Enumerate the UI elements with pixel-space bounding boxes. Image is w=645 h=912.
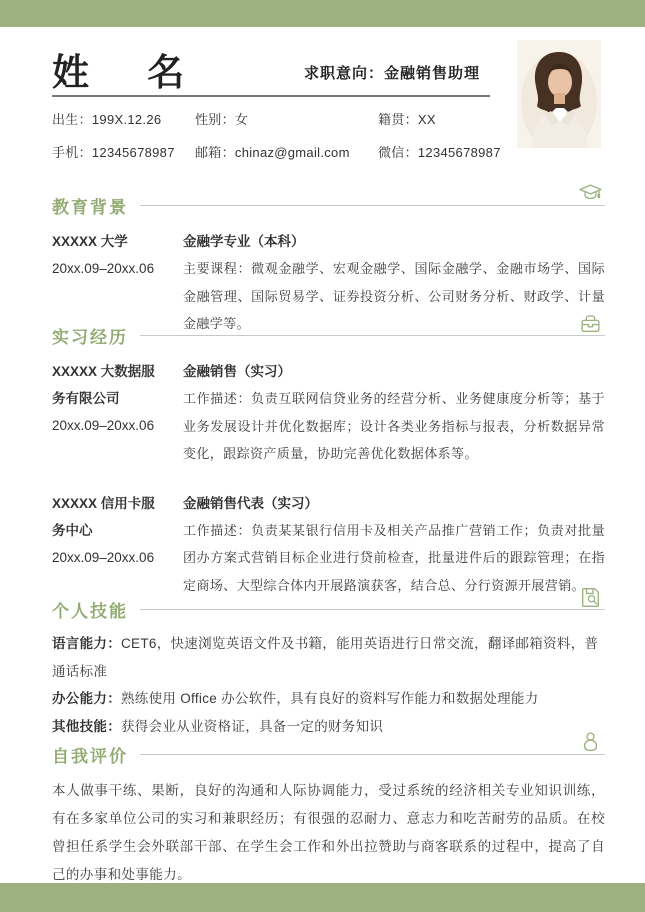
internship-entry — [52, 358, 605, 468]
section-evaluation — [52, 737, 605, 889]
info-field-origin: 籍贯：XX — [378, 112, 436, 127]
briefcase-icon — [578, 311, 603, 336]
job-intention: 求职意向：金融销售助理 — [304, 65, 481, 82]
skill-item-other — [52, 713, 605, 741]
evaluation-title: 自我评价 — [52, 746, 128, 766]
internship-entry-right — [183, 490, 605, 600]
major-title: 金融学专业（本科） — [183, 234, 305, 249]
internship-entry-left — [52, 490, 183, 600]
internship-title: 实习经历 — [52, 327, 128, 347]
evaluation-header — [52, 737, 605, 771]
education-date-range: 20xx.09–20xx.06 — [52, 261, 155, 276]
section-divider — [140, 335, 605, 336]
school-name: XXXXX 大学 — [52, 234, 128, 249]
company-name: XXXXX 大数据服务有限公司 — [52, 364, 155, 406]
section-divider — [140, 754, 605, 755]
internship-header — [52, 318, 605, 352]
section-skills — [52, 592, 605, 740]
skill-text: 熟练使用 Office 办公软件，具有良好的资料写作能力和数据处理能力 — [121, 691, 539, 706]
profile-photo — [517, 40, 601, 148]
courses-description: 主要课程：微观金融学、宏观金融学、国际金融学、金融市场学、国际金融管理、国际贸易学、证券投资分析、公司财务分析、财政学、计量金融学等。 — [183, 261, 605, 331]
skill-text: CET6，快速浏览英语文件及书籍，能用英语进行日常交流，翻译邮箱资料，普通话标准 — [52, 636, 599, 679]
section-divider — [140, 609, 605, 610]
skill-label: 语言能力： — [52, 636, 121, 651]
info-field-birth: 出生：199X.12.26 — [52, 112, 162, 127]
internship-entry-left — [52, 358, 183, 468]
contact-info-grid — [52, 109, 517, 161]
skill-label: 办公能力： — [52, 691, 121, 706]
info-field-phone: 手机：12345678987 — [52, 145, 175, 160]
skills-header — [52, 592, 605, 626]
section-divider — [140, 205, 605, 206]
internship-date-range: 20xx.09–20xx.06 — [52, 549, 155, 565]
info-field-email: 邮箱：chinaz@gmail.com — [195, 145, 350, 160]
candidate-name: 姓 名 — [52, 52, 188, 93]
section-education — [52, 188, 605, 338]
internship-entry — [52, 490, 605, 600]
education-title: 教育背景 — [52, 197, 128, 217]
graduation-cap-icon — [578, 181, 603, 206]
skill-label: 其他技能： — [52, 718, 121, 734]
skill-item-language — [52, 630, 605, 685]
skill-item-office — [52, 685, 605, 713]
internship-date-range: 20xx.09–20xx.06 — [52, 418, 155, 433]
section-internship — [52, 318, 605, 599]
header-divider — [52, 95, 490, 97]
skill-text: 获得会业从业资格证，具备一定的财务知识 — [121, 718, 384, 734]
position-title: 金融销售（实习） — [183, 364, 291, 379]
job-description: 工作描述：负责互联网信贷业务的经营分析、业务健康度分析等；基于业务发展设计并优化数据库；设计各类业务指标与报表，分析数据异常变化，跟踪资产质量，协助完善优化数据体系等。 — [183, 391, 605, 461]
top-accent-bar — [0, 0, 645, 27]
self-evaluation-text: 本人做事干练、果断，良好的沟通和人际协调能力，受过系统的经济相关专业知识训练，有在多家单位公司的实习和兼职经历；有很强的忍耐力、意志力和吃苦耐劳的品质。在校曾担任系学生会外联部干部、在学生会工作和外出拉赞助与商客联系的过程中，提高了自己的办事和处事能力。 — [52, 783, 605, 882]
education-header — [52, 188, 605, 222]
skills-title: 个人技能 — [52, 601, 128, 621]
internship-entry-right — [183, 358, 605, 468]
job-description: 工作描述：负责某某银行信用卡及相关产品推广营销工作；负责对批量团办方案式营销目标企业进行贷前检查，批量进件后的跟踪管理；在指定商场、大型综合体内开展路演获客，结合总、分行资源开展营销。 — [183, 522, 605, 593]
skills-list — [52, 630, 605, 740]
company-name: XXXXX 信用卡服务中心 — [52, 495, 155, 538]
info-field-gender: 性别：女 — [195, 112, 249, 127]
person-icon — [578, 730, 603, 755]
position-title: 金融销售代表（实习） — [183, 495, 318, 511]
info-field-wechat: 微信：12345678987 — [378, 145, 501, 160]
document-search-icon — [578, 585, 603, 610]
